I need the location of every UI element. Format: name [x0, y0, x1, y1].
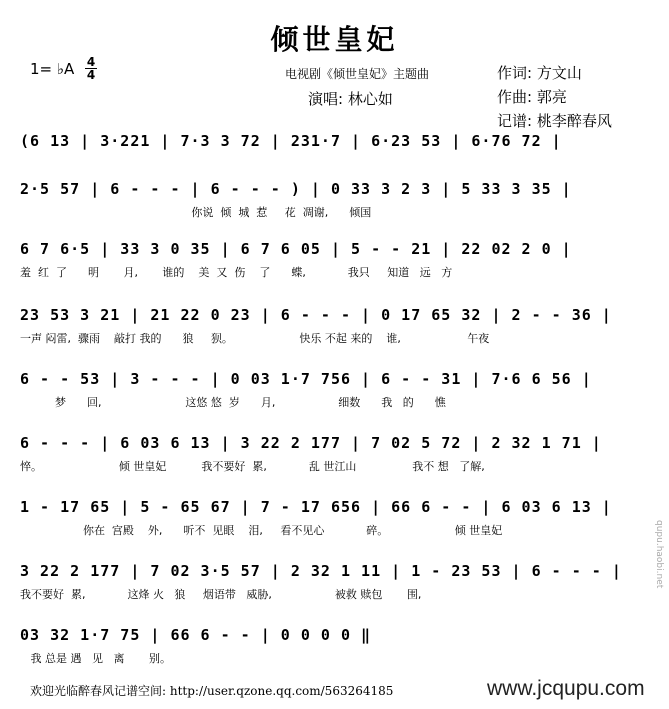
notation: 1 - 17 65 | 5 - 65 67 | 7 - 17 656 | 66 6 - - | 6 03 6 13 |	[20, 498, 612, 516]
key-signature: 1= ♭A	[30, 60, 75, 78]
transcriber-credit: 记谱: 桃李醉春风	[497, 112, 612, 130]
lyrics: 梦 回, 这悠 悠 岁 月, 细数 我 的 憔	[20, 396, 446, 409]
notation: 3 22 2 177 | 7 02 3·5 57 | 2 32 1 11 | 1 - 23 53 | 6 - - - |	[20, 562, 622, 580]
notation: 6 - - 53 | 3 - - - | 0 03 1·7 756 | 6 - - 31 | 7·6 6 56 |	[20, 370, 592, 388]
notation: (6 13 | 3·221 | 7·3 3 72 | 231·7 | 6·23 53 | 6·76 72 |	[20, 132, 562, 150]
singer-credit: 演唱: 林心如	[308, 90, 393, 108]
notation: 03 32 1·7 75 | 66 6 - - | 0 0 0 0 ‖	[20, 626, 372, 644]
song-title: 倾世皇妃	[270, 23, 399, 56]
notation: 6 - - - | 6 03 6 13 | 3 22 2 177 | 7 02 5 72 | 2 32 1 71 |	[20, 434, 602, 452]
lyrics: 一声 闷雷, 骤雨 敲打 我的 狼 狈。 快乐 不起 来的 谁, 午夜	[20, 332, 490, 345]
subtitle: 电视剧《倾世皇妃》主题曲	[285, 67, 430, 81]
lyrics: 你说 倾 城 惹 花 凋谢, 倾国	[20, 206, 372, 219]
lyrics: 我 总是 遇 见 离 别。	[20, 652, 171, 665]
composer-credit: 作曲: 郭亮	[497, 88, 567, 106]
site-logo: www.jcqupu.com	[487, 677, 645, 700]
notation: 2·5 57 | 6 - - - | 6 - - - ) | 0 33 3 2 3 | 5 33 3 35 |	[20, 180, 572, 198]
notation: 6 7 6·5 | 33 3 0 35 | 6 7 6 05 | 5 - - 21 | 22 02 2 0 |	[20, 240, 572, 258]
lyricist-credit: 作词: 方文山	[497, 64, 582, 82]
lyrics: 羞 红 了 明 月, 谁的 美 又 伤 了 蝶, 我只 知道 远 方	[20, 266, 453, 279]
watermark: qupu.haobi.net	[654, 520, 664, 589]
lyrics: 我不要好 累, 这烽 火 狼 烟语带 威胁, 被救 赎包 围,	[20, 588, 422, 601]
notation: 23 53 3 21 | 21 22 0 23 | 6 - - - | 0 17 65 32 | 2 - - 36 |	[20, 306, 612, 324]
time-signature-bottom: 4	[86, 68, 96, 82]
lyrics: 你在 宫殿 外, 听不 见眼 泪, 看不见心 碎。 倾 世皇妃	[20, 524, 503, 537]
time-signature	[85, 56, 97, 81]
lyrics: 悴。 倾 世皇妃 我不要好 累, 乱 世江山 我不 想 了解,	[20, 460, 485, 473]
footer-text: 欢迎光临醉春风记谱空间: http://user.qzone.qq.com/563264185	[30, 684, 394, 698]
time-signature-top: 4	[86, 55, 96, 69]
